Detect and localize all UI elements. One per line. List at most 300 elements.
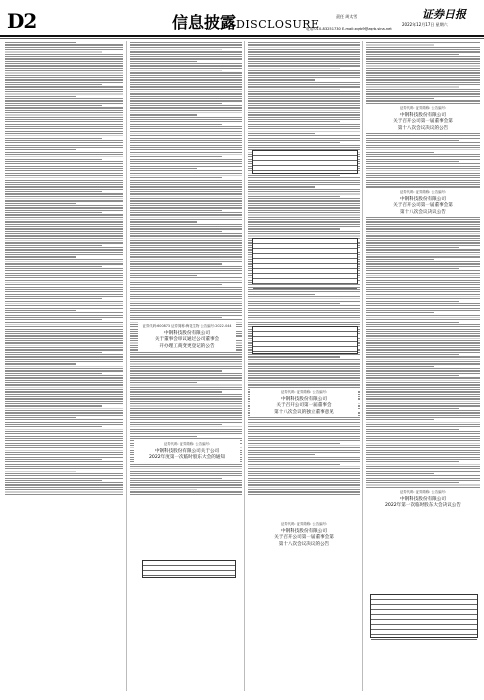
text-line [248, 175, 340, 176]
text-line [5, 461, 123, 462]
text-line [248, 221, 360, 222]
text-line [130, 51, 242, 52]
text-line [130, 391, 222, 392]
text-line [130, 84, 242, 85]
text-line [366, 438, 480, 439]
text-line [248, 424, 360, 425]
text-line [130, 401, 242, 402]
announcement-header [366, 188, 480, 217]
text-line [5, 319, 102, 320]
text-line [130, 100, 242, 101]
text-line [366, 333, 480, 334]
text-line [5, 454, 123, 455]
text-line [5, 270, 123, 271]
text-line [5, 147, 123, 148]
text-line [130, 396, 242, 397]
text-line [5, 447, 123, 448]
text-line [366, 303, 480, 304]
text-line [248, 484, 360, 485]
text-line [130, 422, 242, 423]
text-line [5, 63, 123, 64]
text-line [5, 347, 123, 348]
text-line [366, 417, 480, 418]
text-line [5, 51, 102, 52]
text-line [5, 44, 123, 45]
text-line [130, 491, 242, 492]
text-line [366, 275, 480, 276]
page-number: D2 [7, 9, 37, 33]
text-line [5, 301, 123, 302]
text-line [248, 231, 360, 232]
text-line [5, 284, 123, 285]
text-line [5, 100, 123, 101]
text-line [5, 256, 76, 257]
text-line [366, 238, 480, 239]
text-line [130, 398, 242, 399]
text-line [248, 119, 360, 120]
text-line [5, 159, 102, 160]
text-line [248, 142, 340, 143]
text-line [366, 291, 480, 292]
text-line [130, 173, 242, 174]
text-line [5, 396, 123, 397]
text-line [5, 173, 123, 174]
text-line [248, 147, 360, 148]
text-line [366, 335, 480, 336]
text-line [366, 436, 480, 437]
text-line [366, 452, 480, 453]
text-line [366, 301, 459, 302]
text-line [5, 303, 123, 304]
text-line [5, 249, 123, 250]
text-line [366, 405, 480, 406]
announcement-title: 关于召开公司第一届董事会 [276, 403, 332, 408]
text-line [366, 61, 480, 62]
text-line [366, 389, 480, 390]
text-line [5, 124, 123, 125]
text-line [366, 450, 480, 451]
text-line [366, 63, 480, 64]
text-line [130, 147, 242, 148]
text-line [5, 487, 123, 488]
text-line [248, 117, 360, 118]
announcement-title: 关于召开公司第一届董事会第 [393, 119, 453, 124]
text-line [5, 131, 123, 132]
text-line [5, 450, 123, 451]
text-line [130, 312, 242, 313]
text-line [130, 377, 242, 378]
announcement-header [134, 440, 240, 463]
text-line [5, 352, 102, 353]
text-line [5, 214, 123, 215]
text-line [248, 431, 360, 432]
text-line [248, 193, 360, 194]
text-line [5, 445, 123, 446]
text-line [248, 373, 360, 374]
text-line [5, 114, 123, 115]
text-line [5, 72, 123, 73]
text-line [248, 494, 360, 495]
text-line [130, 419, 242, 420]
text-line [366, 375, 459, 376]
text-line [130, 140, 242, 141]
text-line [5, 375, 123, 376]
text-line [5, 119, 123, 120]
text-line [366, 294, 480, 295]
text-line [366, 366, 434, 367]
text-line [130, 131, 242, 132]
text-line [366, 368, 480, 369]
announcement-title: 中钢科技股份有限公司 [400, 112, 446, 118]
text-line [130, 408, 242, 409]
text-line [366, 384, 480, 385]
text-line [366, 235, 480, 236]
text-line [130, 352, 242, 353]
text-line [130, 168, 197, 169]
text-line [130, 207, 242, 208]
text-line [366, 342, 480, 343]
text-line [366, 380, 480, 381]
text-line [366, 149, 480, 150]
text-line [5, 42, 76, 43]
text-line [248, 103, 360, 104]
text-line [366, 140, 459, 141]
text-line [5, 103, 123, 104]
announcement-header [138, 322, 236, 351]
text-line [248, 363, 360, 364]
newspaper-logo: 证券日报 [422, 8, 466, 21]
text-line [5, 491, 123, 492]
text-line [5, 417, 76, 418]
text-line [130, 180, 242, 181]
text-line [130, 163, 242, 164]
text-line [5, 273, 123, 274]
text-line [366, 473, 434, 474]
text-line [248, 322, 360, 323]
text-line [366, 475, 480, 476]
text-line [366, 254, 480, 255]
text-line [130, 138, 242, 139]
text-line [130, 79, 242, 80]
text-line [366, 249, 480, 250]
text-line [248, 433, 360, 434]
text-line [130, 133, 242, 134]
column-divider [126, 41, 127, 691]
text-line [5, 464, 123, 465]
text-line [5, 198, 123, 199]
text-line [5, 361, 123, 362]
column-divider [244, 41, 245, 691]
text-line [366, 454, 480, 455]
text-line [130, 370, 222, 371]
text-line [5, 91, 123, 92]
text-line [248, 233, 360, 234]
text-line [130, 77, 242, 78]
text-line [130, 415, 242, 416]
text-line [366, 252, 480, 253]
text-line [248, 454, 315, 455]
text-line [5, 128, 123, 129]
text-line [248, 443, 340, 444]
text-line [366, 340, 480, 341]
text-line [130, 256, 242, 257]
text-line [130, 489, 197, 490]
text-line [130, 198, 242, 199]
text-line [248, 189, 360, 190]
text-line [366, 152, 434, 153]
text-line [130, 291, 242, 292]
text-line [366, 464, 480, 465]
text-line [366, 228, 480, 229]
text-line [130, 356, 242, 357]
text-line [366, 138, 480, 139]
text-line [130, 175, 242, 176]
issue-date: 2022年12月17日 星期六 [402, 22, 448, 27]
text-line [366, 89, 480, 90]
text-line [248, 370, 360, 371]
text-line [366, 93, 480, 94]
text-line [5, 436, 123, 437]
text-line [248, 79, 315, 80]
text-line [5, 329, 123, 330]
disclosure-table [142, 560, 236, 578]
text-line [5, 96, 76, 97]
text-line [130, 61, 197, 62]
text-line [130, 96, 242, 97]
text-line [130, 478, 222, 479]
text-line [248, 228, 340, 229]
text-line [248, 298, 360, 299]
text-line [366, 466, 480, 467]
text-line [366, 86, 459, 87]
column-divider [362, 41, 363, 691]
text-line [366, 322, 459, 323]
text-line [366, 457, 480, 458]
text-line [5, 410, 123, 411]
announcement-title: 中钢科技股份有限公司 [281, 396, 327, 402]
text-line [366, 391, 480, 392]
editor-line: 责任 周太雪 [336, 14, 358, 19]
text-line [248, 61, 360, 62]
text-line [366, 70, 480, 71]
text-line [5, 203, 76, 204]
text-column-2 [130, 41, 242, 691]
text-line [130, 252, 242, 253]
text-line [130, 468, 242, 469]
text-line [248, 126, 360, 127]
text-line [5, 317, 123, 318]
text-line [366, 445, 480, 446]
text-line [248, 305, 360, 306]
text-line [366, 461, 459, 462]
text-line [248, 135, 360, 136]
text-line [366, 312, 434, 313]
text-line [248, 210, 360, 211]
text-line [366, 256, 480, 257]
text-line [130, 389, 242, 390]
announcement-header [366, 488, 480, 511]
text-line [366, 296, 480, 297]
text-line [248, 457, 360, 458]
text-line [130, 110, 242, 111]
text-line [248, 491, 360, 492]
text-line [366, 79, 480, 80]
text-line [130, 387, 242, 388]
text-line [130, 219, 242, 220]
text-line [248, 128, 360, 129]
text-line [366, 410, 480, 411]
text-line [5, 277, 123, 278]
text-line [248, 291, 360, 292]
text-line [130, 49, 222, 50]
text-line [130, 280, 242, 281]
text-line [130, 412, 242, 413]
header-rule-thin [0, 38, 484, 39]
text-line [130, 277, 242, 278]
text-line [248, 217, 360, 218]
text-line [5, 315, 123, 316]
text-line [366, 359, 480, 360]
text-line [5, 482, 123, 483]
announcement-title: 第十八次会议决议公告 [400, 209, 446, 215]
text-line [366, 266, 480, 267]
text-line [5, 338, 123, 339]
announcement-title: 第十八次会议的独立董事意见 [274, 409, 334, 415]
text-line [248, 359, 360, 360]
text-line [366, 96, 480, 97]
text-line [248, 436, 360, 437]
text-line [5, 233, 123, 234]
text-line [5, 68, 123, 69]
text-line [248, 212, 360, 213]
text-line [366, 356, 480, 357]
text-line [366, 398, 480, 399]
text-line [248, 84, 360, 85]
text-line [130, 182, 242, 183]
text-line [5, 489, 123, 490]
text-line [5, 459, 102, 460]
text-line [130, 47, 242, 48]
text-line [130, 154, 242, 155]
text-line [366, 47, 480, 48]
text-line [130, 124, 222, 125]
text-line [5, 170, 123, 171]
text-line [248, 452, 360, 453]
text-line [130, 203, 242, 204]
text-line [366, 54, 459, 55]
text-line [5, 75, 123, 76]
text-line [366, 263, 480, 264]
text-line [366, 51, 480, 52]
text-line [130, 166, 242, 167]
text-line [366, 305, 480, 306]
text-line [366, 98, 434, 99]
text-line [5, 280, 123, 281]
text-line [130, 126, 242, 127]
text-line [5, 275, 123, 276]
text-line [5, 356, 123, 357]
text-line [130, 135, 242, 136]
text-line [130, 242, 242, 243]
text-column-3 [248, 41, 360, 691]
text-line [5, 226, 123, 227]
text-line [366, 319, 480, 320]
text-line [366, 289, 480, 290]
text-line [366, 161, 459, 162]
text-line [366, 403, 480, 404]
text-line [5, 266, 102, 267]
text-line [5, 184, 123, 185]
text-line [366, 315, 480, 316]
text-line [130, 424, 222, 425]
text-line [130, 438, 242, 439]
text-line [130, 121, 242, 122]
text-line [5, 424, 123, 425]
text-line [366, 270, 480, 271]
text-line [248, 42, 360, 43]
text-line [248, 461, 360, 462]
text-line [5, 389, 123, 390]
text-line [366, 412, 480, 413]
text-line [366, 166, 480, 167]
text-line [5, 61, 123, 62]
text-line [5, 107, 123, 108]
text-line [248, 140, 360, 141]
text-line [5, 156, 123, 157]
text-line [5, 138, 102, 139]
text-line [366, 245, 480, 246]
text-line [366, 361, 480, 362]
text-line [248, 58, 360, 59]
text-line [5, 473, 123, 474]
text-line [366, 142, 480, 143]
text-line [130, 289, 242, 290]
text-line [248, 112, 360, 113]
text-line [5, 84, 102, 85]
text-line [5, 370, 123, 371]
text-line [5, 140, 123, 141]
announcement-title: 关于董事会审议通过公司董事会 [154, 337, 220, 342]
text-line [130, 205, 242, 206]
text-line [248, 368, 360, 369]
text-line [5, 326, 123, 327]
text-line [130, 114, 197, 115]
text-line [5, 398, 123, 399]
text-line [248, 133, 315, 134]
text-line [130, 86, 242, 87]
text-line [130, 189, 242, 190]
text-line [366, 317, 480, 318]
text-line [130, 487, 242, 488]
text-line [248, 417, 360, 418]
text-line [248, 110, 360, 111]
text-line [5, 245, 102, 246]
disclosure-table [252, 150, 358, 174]
text-line [366, 277, 480, 278]
text-line [248, 382, 360, 383]
text-line [130, 484, 242, 485]
text-line [130, 212, 242, 213]
text-line [248, 377, 360, 378]
text-line [248, 214, 360, 215]
text-line [248, 51, 360, 52]
text-line [5, 98, 123, 99]
announcement-header [250, 388, 358, 417]
text-line [130, 233, 242, 234]
text-line [130, 359, 242, 360]
text-line [366, 310, 480, 311]
text-line [130, 145, 242, 146]
